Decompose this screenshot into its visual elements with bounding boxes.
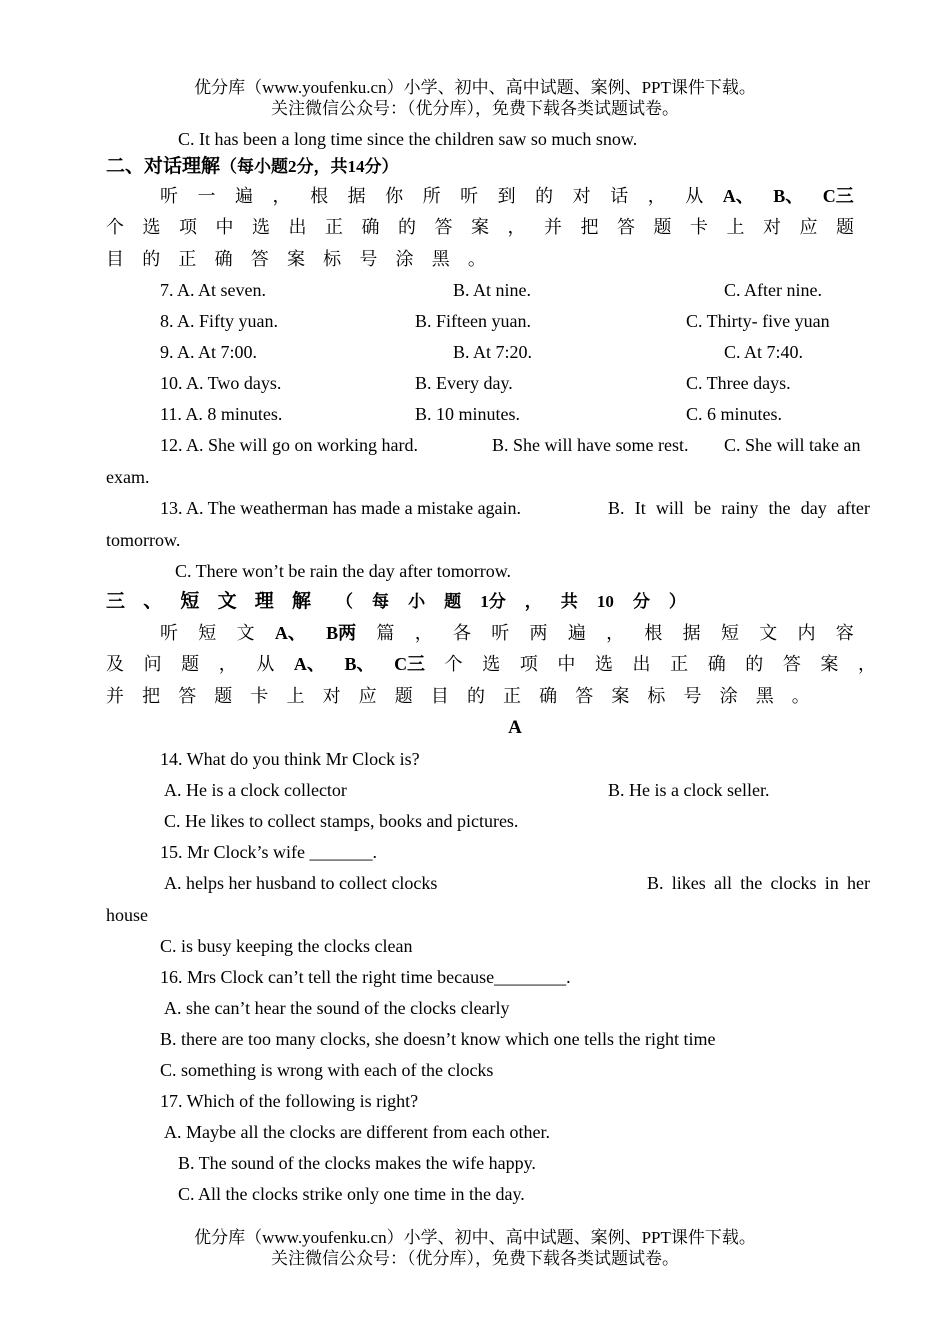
section2-heading [106, 156, 399, 178]
q15-option-b-token: in [824, 873, 839, 893]
page-footer-line1: 优分库（www.youfenku.cn）小学、初中、高中试题、案例、PPT课件下载。 [194, 1228, 756, 1247]
q13-option-c: C. There won’t be rain the day after tomorrow. [175, 561, 512, 581]
section2-instructions-line2-token: 个 [106, 217, 124, 237]
page-footer-line2: 关注微信公众号：（优分库），免费下载各类试题试卷。 [271, 1249, 679, 1268]
q11-option-a: 11. A. 8 minutes. [160, 404, 283, 424]
q13-option-b-token: day [800, 498, 827, 518]
q13-option-a: 13. A. The weatherman has made a mistake again. [160, 498, 522, 518]
section3-instructions-line2-token: 出 [632, 654, 651, 674]
q15-stem: 15. Mr Clock’s wife _______. [160, 842, 377, 862]
section2-instructions-line1-token: 听 [160, 186, 178, 206]
section3-title [106, 591, 311, 613]
section3-instructions-line1-token: A、 [274, 623, 306, 643]
section3-instructions-line3-token: 涂 [719, 686, 738, 706]
section3-instructions-line1-token: 各 [452, 623, 471, 643]
section3-instructions-line1-token: ， [606, 623, 625, 643]
q11-option-c: C. 6 minutes. [686, 404, 783, 424]
section2-instructions-line2-token: ， [507, 217, 526, 237]
section3-title-token: 、 [143, 591, 163, 612]
section3-title-token: 理 [254, 591, 274, 612]
section3-instructions-line2-token: 从 [256, 654, 275, 674]
q15-option-b [647, 872, 870, 894]
q10-option-a: 10. A. Two days. [160, 373, 282, 393]
section3-instructions-line1-token: 听 [491, 623, 510, 643]
q13-option-b-token: the [768, 498, 791, 518]
section3-instructions-line3-token: 答 [575, 686, 594, 706]
section3-instructions-line1-token: 短 [720, 623, 739, 643]
section3-instructions-line3-token: 题 [394, 686, 413, 706]
q16-stem: 16. Mrs Clock can’t tell the right time because________. [160, 967, 571, 987]
section3-instructions-line3-token: 应 [358, 686, 377, 706]
q14-stem: 14. What do you think Mr Clock is? [160, 749, 420, 769]
section3-instructions-line1 [160, 622, 854, 644]
q13-option-b-token: rainy [721, 498, 759, 518]
section2-instructions-line3-token: 正 [178, 249, 197, 269]
section2-instructions-line2-token: 答 [434, 217, 453, 237]
section3-score-token: 共 [560, 592, 578, 611]
q12-option-a: 12. A. She will go on working hard. [160, 435, 418, 455]
q8-option-a: 8. A. Fifty yuan. [160, 311, 279, 331]
section3-instructions-line2-token: 项 [519, 654, 538, 674]
q13-option-b-token: will [655, 498, 684, 518]
section3-instructions-line3-token: 正 [503, 686, 522, 706]
section2-instructions-line3-token: 答 [250, 249, 269, 269]
section3-instructions-line3-token: 答 [178, 686, 197, 706]
section3-instructions-line2-token: 正 [670, 654, 689, 674]
section2-instructions-line2-token: 并 [544, 217, 562, 237]
q16-option-a: A. she can’t hear the sound of the clocks clearly [164, 998, 510, 1018]
section3-title-token: 三 [106, 591, 126, 612]
section3-instructions-line2-token: ， [218, 654, 237, 674]
section3-instructions-line2-token: 答 [782, 654, 801, 674]
q14-option-b: B. He is a clock seller. [608, 780, 770, 800]
section2-instructions-line2-token: 应 [799, 217, 818, 237]
section3-instructions-line1-token: 容 [835, 623, 854, 643]
q9-option-c: C. At 7:40. [724, 342, 804, 362]
section2-instructions-line3-token: 黑 [431, 249, 450, 269]
q15-option-b-token: the [740, 873, 763, 893]
section2-instructions-line1-token: 对 [572, 186, 591, 206]
section2-instructions-line1-token: 你 [385, 186, 404, 206]
section3-instructions-line1-token: 短 [198, 623, 217, 643]
section2-instructions-line3-token: 确 [214, 249, 233, 269]
section2-instructions-line1-token: 所 [422, 186, 441, 206]
page-header-line1: 优分库（www.youfenku.cn）小学、初中、高中试题、案例、PPT课件下载。 [194, 78, 756, 97]
section2-instructions-line1-token: 话 [610, 186, 629, 206]
section2-instructions-line3-token: 标 [323, 249, 342, 269]
section2-instructions-line2-token: 选 [142, 217, 161, 237]
section2-instructions-line1-token: 据 [347, 186, 366, 206]
q15-option-c: C. is busy keeping the clocks clean [160, 936, 413, 956]
section3-instructions-line3-token: 上 [286, 686, 305, 706]
q17-option-c: C. All the clocks strike only one time in the day. [178, 1184, 525, 1204]
section2-instructions-line2-token: 卡 [690, 217, 708, 237]
q10-option-c: C. Three days. [686, 373, 791, 393]
section2-instructions-line2-token: 项 [179, 217, 197, 237]
prev-question-option-c: C. It has been a long time since the children saw so much snow. [178, 129, 638, 149]
section2-instructions-line2-token: 答 [617, 217, 635, 237]
section3-instructions-line3-token: 号 [683, 686, 702, 706]
section3-instructions-line1-token: 两 [529, 623, 548, 643]
section3-instructions-line1-token: ， [414, 623, 433, 643]
section2-instructions-line1-token: 根 [310, 186, 329, 206]
q13-option-b [608, 497, 870, 519]
section3-instructions-line2-token: 案 [820, 654, 839, 674]
section3-instructions-line2-token: 题 [181, 654, 200, 674]
section3-score-token: 1分 [480, 592, 506, 611]
section3-score-token: 题 [444, 592, 462, 611]
section2-instructions-line1-token: A、 [722, 186, 754, 206]
section2-instructions-line2-token: 上 [726, 217, 745, 237]
section3-instructions-line3-token: 标 [647, 686, 666, 706]
q14-option-a: A. He is a clock collector [164, 780, 347, 800]
section3-score-token: ） [668, 592, 686, 611]
q12-option-c: C. She will take an [724, 435, 861, 455]
section3-instructions-line3-token: 确 [539, 686, 558, 706]
q12-option-b: B. She will have some rest. [492, 435, 689, 455]
section2-instructions-line3 [106, 248, 486, 270]
q13-wrap: tomorrow. [106, 530, 181, 550]
section2-instructions-line2-token: 中 [215, 217, 234, 237]
section3-instructions-line3-token: 的 [466, 686, 485, 706]
section3-instructions-line1-token: 根 [644, 623, 663, 643]
section2-instructions-line1-token: 听 [460, 186, 479, 206]
section3-instructions-line2-token: 及 [106, 654, 124, 674]
section3-instructions-line2-token: 中 [557, 654, 576, 674]
section2-instructions-line3-token: 。 [467, 249, 486, 269]
q16-option-b: B. there are too many clocks, she doesn’t know which one tells the right time [160, 1029, 716, 1049]
section3-score-token: （ [336, 592, 353, 611]
q15-option-b-token: clocks [770, 873, 817, 893]
section2-instructions-line3-token: 涂 [395, 249, 414, 269]
q16-option-c: C. something is wrong with each of the clocks [160, 1060, 494, 1080]
q15-option-a: A. helps her husband to collect clocks [164, 873, 438, 893]
section2-instructions-line1-token: 到 [497, 186, 516, 206]
section3-score-token: 小 [408, 592, 426, 611]
q17-option-a: A. Maybe all the clocks are different from each other. [164, 1122, 551, 1142]
q15-option-b-token: B. [647, 873, 664, 893]
section3-score-token: 每 [372, 592, 390, 611]
section3-instructions-line1-token: 文 [236, 623, 255, 643]
q14-option-c: C. He likes to collect stamps, books and pictures. [164, 811, 519, 831]
section3-instructions-line3-token: 并 [106, 686, 124, 706]
section3-instructions-line3-token: 卡 [250, 686, 269, 706]
section2-instructions-line1-token: 的 [535, 186, 554, 206]
section2-instructions-line2-token: 出 [288, 217, 307, 237]
section3-instructions-line2-token: A、 [293, 654, 325, 674]
q15-option-b-token: likes [671, 873, 706, 893]
section2-instructions-line1-token: B、 [773, 186, 804, 206]
q13-option-b-token: B. [608, 498, 625, 518]
section3-instructions-line3 [106, 685, 810, 707]
section2-instructions-line2-token: 的 [398, 217, 416, 237]
section3-instructions-line3-token: 对 [322, 686, 341, 706]
section2-instructions-line1-token: C三 [822, 186, 854, 206]
section3-title-token: 文 [217, 591, 237, 612]
section2-instructions-line1 [160, 185, 854, 207]
section3-instructions-line1-token: 文 [759, 623, 778, 643]
section2-instructions-line2-token: 把 [580, 217, 599, 237]
section2-instructions-line2-token: 选 [252, 217, 270, 237]
section2-instructions-line1-token: ， [647, 186, 666, 206]
section3-score-token: ， [524, 592, 542, 611]
q17-option-b: B. The sound of the clocks makes the wife happy. [178, 1153, 536, 1173]
q12-wrap: exam. [106, 467, 150, 487]
section2-instructions-line2-token: 题 [653, 217, 672, 237]
section3-score-token: 分 [632, 592, 650, 611]
section3-instructions-line3-token: 目 [430, 686, 449, 706]
section3-instructions-line2 [106, 653, 876, 675]
section3-instructions-line2-token: 的 [745, 654, 764, 674]
section2-instructions-line2 [106, 216, 854, 238]
section3-instructions-line1-token: B两 [326, 623, 357, 643]
q15-option-b-token: all [714, 873, 733, 893]
section2-instructions-line2-token: 案 [471, 217, 489, 237]
q17-stem: 17. Which of the following is right? [160, 1091, 419, 1111]
section3-instructions-line1-token: 遍 [567, 623, 586, 643]
q13-option-b-token: be [694, 498, 712, 518]
q9-option-a: 9. A. At 7:00. [160, 342, 258, 362]
section2-instructions-line1-token: ， [272, 186, 291, 206]
q7-option-c: C. After nine. [724, 280, 822, 300]
section3-instructions-line1-token: 内 [797, 623, 816, 643]
section2-instructions-line2-token: 题 [836, 217, 854, 237]
section3-title-token: 短 [180, 591, 200, 612]
passage-label: A [508, 717, 522, 738]
section2-instructions-line2-token: 对 [763, 217, 781, 237]
section3-title-token: 解 [291, 591, 311, 612]
section2-instructions-line3-token: 目 [106, 249, 124, 269]
section3-instructions-line3-token: 案 [611, 686, 630, 706]
q7-option-a: 7. A. At seven. [160, 280, 266, 300]
q7-option-b: B. At nine. [453, 280, 532, 300]
section3-instructions-line1-token: 据 [682, 623, 701, 643]
q15-wrap: house [106, 905, 148, 925]
section3-heading [106, 591, 686, 613]
q15-option-b-token: her [847, 873, 870, 893]
section3-instructions-line2-token: 确 [707, 654, 726, 674]
section2-instructions-line2-token: 确 [361, 217, 380, 237]
section3-score [336, 591, 686, 613]
section3-instructions-line3-token: 黑 [755, 686, 774, 706]
section3-instructions-line2-token: ， [858, 654, 876, 674]
page-header-line2: 关注微信公众号：（优分库），免费下载各类试题试卷。 [271, 99, 679, 118]
section3-instructions-line2-token: 选 [482, 654, 501, 674]
q8-option-b: B. Fifteen yuan. [415, 311, 531, 331]
section2-instructions-line3-token: 号 [359, 249, 378, 269]
section2-instructions-line1-token: 遍 [235, 186, 254, 206]
section3-instructions-line2-token: 选 [594, 654, 613, 674]
q13-option-b-token: It [634, 498, 646, 518]
section2-title: 二、对话理解 [106, 156, 221, 177]
section3-instructions-line3-token: 把 [142, 686, 161, 706]
q13-option-b-token: after [836, 498, 870, 518]
section3-instructions-line2-token: B、 [344, 654, 375, 674]
section2-instructions-line3-token: 案 [286, 249, 305, 269]
section2-instructions-line3-token: 的 [142, 249, 161, 269]
section2-instructions-line1-token: 一 [197, 186, 216, 206]
section3-instructions-line3-token: 。 [791, 686, 810, 706]
q11-option-b: B. 10 minutes. [415, 404, 521, 424]
q9-option-b: B. At 7:20. [453, 342, 533, 362]
section3-instructions-line2-token: 问 [143, 654, 162, 674]
q10-option-b: B. Every day. [415, 373, 513, 393]
section3-instructions-line1-token: 篇 [376, 623, 395, 643]
section2-instructions-line2-token: 正 [325, 217, 343, 237]
section2-score: （每小题2分，共14分） [220, 157, 399, 176]
section3-instructions-line2-token: 个 [444, 654, 463, 674]
section3-instructions-line1-token: 听 [160, 623, 178, 643]
section3-instructions-line3-token: 题 [214, 686, 233, 706]
q8-option-c: C. Thirty- five yuan [686, 311, 830, 331]
section3-instructions-line2-token: C三 [394, 654, 426, 674]
section2-instructions-line1-token: 从 [685, 186, 704, 206]
section3-score-token: 10 [596, 592, 614, 611]
